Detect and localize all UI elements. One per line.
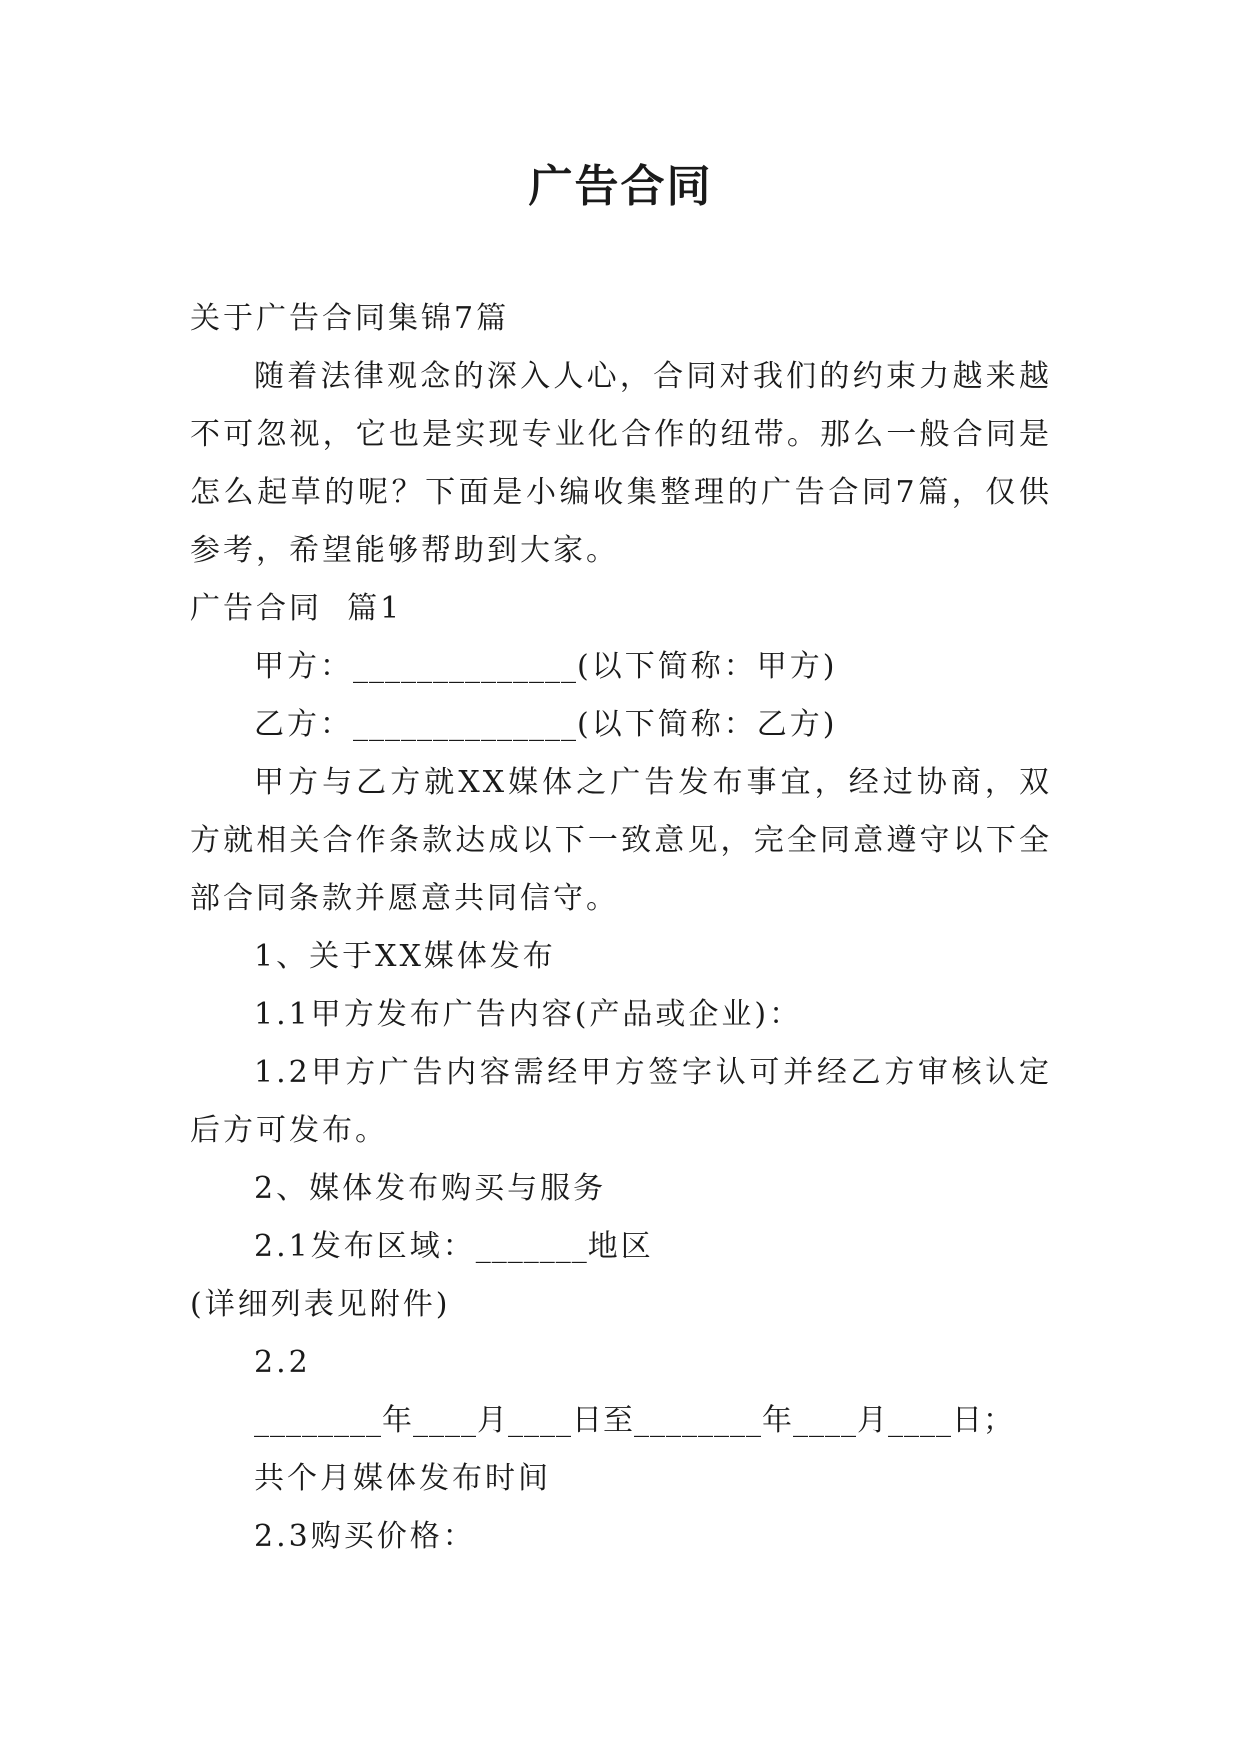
party-b-label: 乙方：: [254, 707, 353, 742]
clause-2-1-prefix: 2.1发布区域：: [254, 1229, 476, 1264]
intro-title: 关于广告合同集锦7篇: [190, 301, 510, 336]
clause-2-2: 2.2: [254, 1345, 311, 1380]
clause-2-2-period: 共个月媒体发布时间: [254, 1461, 551, 1496]
section-title: 广告合同 篇1: [190, 591, 403, 626]
party-a-label: 甲方：: [254, 649, 353, 684]
intro-paragraph: 随着法律观念的深入人心，合同对我们的约束力越来越不可忽视，它也是实现专业化合作的纽带。那么一般合同是怎么起草的呢？下面是小编收集整理的广告合同7篇，仅供参考，希望能够帮助到大家。: [190, 359, 1052, 568]
party-b-blank: ______________: [353, 707, 577, 742]
clause-2-1-blank: _______: [475, 1229, 588, 1264]
clause-2-2-dates: ________年____月____日至________年____月____日；: [254, 1403, 1014, 1438]
clause-2-1-line: [190, 1218, 1052, 1276]
clause-1-1: 1.1甲方发布广告内容(产品或企业)：: [254, 997, 803, 1032]
document-title: 广告合同: [528, 161, 713, 212]
clause-2-1-suffix: 地区: [587, 1229, 654, 1264]
party-b-suffix: (以下简称：乙方): [577, 707, 838, 742]
clause-2: 2、媒体发布购买与服务: [254, 1171, 607, 1206]
party-a-blank: ______________: [353, 649, 577, 684]
document-body: [190, 290, 1052, 1566]
clause-1: 1、关于XX媒体发布: [254, 939, 556, 974]
agreement-paragraph: 甲方与乙方就XX媒体之广告发布事宜，经过协商，双方就相关合作条款达成以下一致意见，完全同意遵守以下全部合同条款并愿意共同信守。: [190, 765, 1052, 916]
clause-1-2: 1.2甲方广告内容需经甲方签字认可并经乙方审核认定后方可发布。: [190, 1055, 1052, 1148]
clause-2-3: 2.3购买价格：: [254, 1519, 476, 1554]
party-b-line: [190, 696, 1052, 754]
clause-2-1-note: (详细列表见附件): [190, 1287, 451, 1322]
party-a-suffix: (以下简称：甲方): [577, 649, 838, 684]
party-a-line: [190, 638, 1052, 696]
